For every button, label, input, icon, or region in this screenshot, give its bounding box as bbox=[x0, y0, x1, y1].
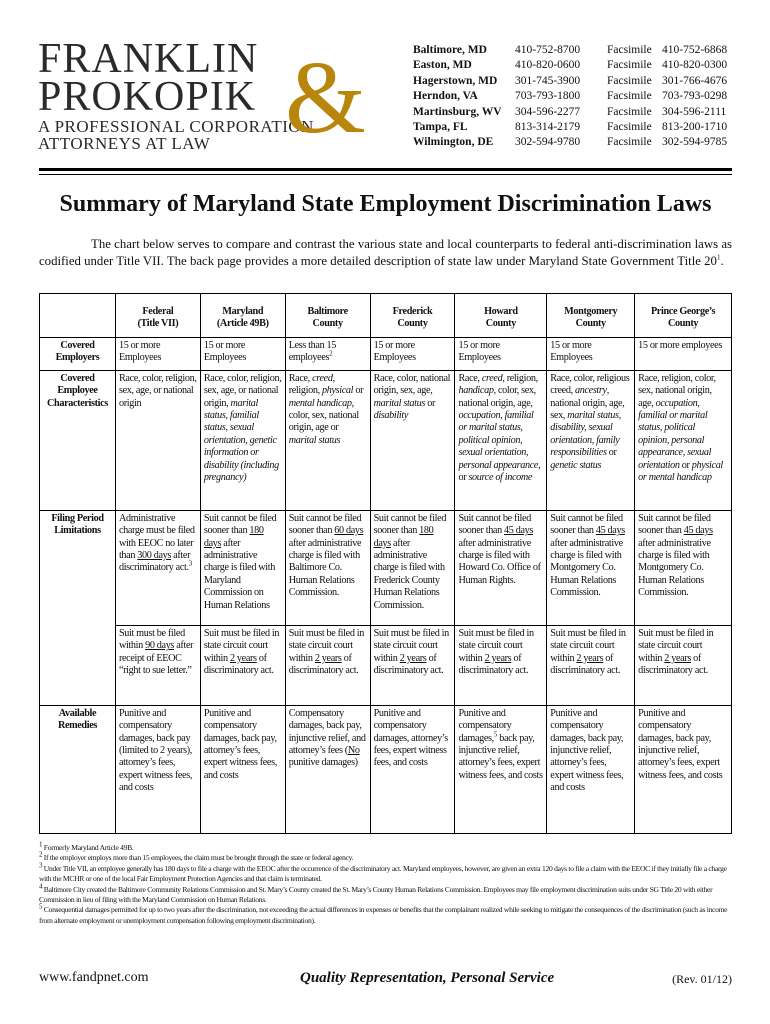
logo-ampersand: & bbox=[285, 40, 366, 155]
table-cell: Compensatory damages, back pay, injunctive relief, and attorney’s fees (No punitive damages) bbox=[285, 705, 370, 833]
table-cell: Suit must be filed in state circuit court within 2 years of discriminatory act. bbox=[635, 625, 732, 705]
header-federal: Federal (Title VII) bbox=[115, 294, 200, 338]
logo-prokopik: PROKOPIK bbox=[38, 74, 257, 120]
table-cell: 15 or more Employees bbox=[370, 337, 455, 370]
footnotes bbox=[39, 840, 732, 926]
table-cell: Suit cannot be filed sooner than 60 days after administrative charge is filed with Baltimore Co. Human Relations Commission. bbox=[285, 510, 370, 625]
office-city: Martinsburg, WV bbox=[413, 105, 502, 118]
office-fax: 703-793-0298 bbox=[662, 90, 728, 103]
fax-label: Facsimile bbox=[607, 59, 652, 72]
header-prince-georges: Prince George’s County bbox=[635, 294, 732, 338]
table-cell: Punitive and compensatory damages, back pay, attorney’s fees, expert witness fees, and costs bbox=[200, 705, 285, 833]
law-comparison-table bbox=[39, 293, 732, 834]
table-cell: Race, color, religious creed, ancestry, national origin, age, sex, marital status, disability, sexual orientation, family responsibilities or genetic status bbox=[547, 370, 635, 510]
office-city: Wilmington, DE bbox=[413, 136, 494, 149]
page-title: Summary of Maryland State Employment Discrimination Laws bbox=[59, 191, 712, 217]
table-cell: Race, color, national origin, sex, age, marital status or disability bbox=[370, 370, 455, 510]
fax-label: Facsimile bbox=[607, 74, 652, 87]
table-row-remedies bbox=[40, 705, 732, 833]
table-cell: Suit must be filed in state circuit court within 2 years of discriminatory act. bbox=[547, 625, 635, 705]
fax-label: Facsimile bbox=[607, 136, 652, 149]
table-row-filing-period bbox=[40, 510, 732, 625]
office-list bbox=[413, 43, 727, 151]
office-row bbox=[413, 43, 727, 58]
office-city: Herndon, VA bbox=[413, 90, 478, 103]
header-baltimore: Baltimore County bbox=[285, 294, 370, 338]
row-label: Filing Period Limitations bbox=[40, 510, 116, 705]
table-cell: Punitive and compensatory damages, attorney’s fees, expert witness fees, and costs bbox=[370, 705, 455, 833]
footnote: $^4$ Baltimore City created the Baltimore Community Relations Commission and St. Mary’s County created the St. Mary’s County Human Relations Commission. Employees may file employment discrimination suits under SG Title 20 with either Commission in lieu of filing with the Maryland Commission on Human Relations. bbox=[39, 882, 713, 905]
row-label: Available Remedies bbox=[40, 705, 116, 833]
table-cell: Punitive and compensatory damages, back pay (limited to 2 years), attorney’s fees, expert witness fees, and costs bbox=[115, 705, 200, 833]
header-rule-thick bbox=[39, 168, 732, 171]
logo-franklin: FRANKLIN bbox=[38, 36, 259, 82]
table-cell: Race, color, religion, sex, age, or national origin bbox=[115, 370, 200, 510]
table-cell: Suit cannot be filed sooner than 45 days after administrative charge is filed with Howard Co. Office of Human Rights. bbox=[455, 510, 547, 625]
office-row bbox=[413, 120, 727, 135]
footnote-ref: 3 bbox=[188, 560, 192, 569]
office-fax: 302-594-9785 bbox=[662, 136, 728, 149]
fax-label: Facsimile bbox=[607, 121, 652, 134]
table-cell: 15 or more Employees bbox=[455, 337, 547, 370]
table-cell: 15 or more Employees bbox=[200, 337, 285, 370]
table-cell: Race, creed, religion, handicap, color, sex, national origin, age, occupation, familial or marital status, political opinion, sexual orientation, personal appearance, or source of income bbox=[455, 370, 547, 510]
footnote-ref: 2 bbox=[329, 349, 333, 358]
table-cell: Suit cannot be filed sooner than 45 days after administrative charge is filed with Montgomery Co. Human Relations Commission. bbox=[547, 510, 635, 625]
table-cell: Suit must be filed in state circuit court within 2 years of discriminatory act. bbox=[370, 625, 455, 705]
intro-end: . bbox=[720, 254, 724, 268]
table-cell: Suit must be filed within 90 days after receipt of EEOC “right to sue letter.” bbox=[115, 625, 200, 705]
office-phone: 410-820-0600 bbox=[515, 59, 581, 72]
table-cell: Suit cannot be filed sooner than 45 days after administrative charge is filed with Montgomery Co. Human Relations Commission. bbox=[635, 510, 732, 625]
office-phone: 301-745-3900 bbox=[515, 74, 581, 87]
header-empty bbox=[40, 294, 116, 338]
office-fax: 304-596-2111 bbox=[662, 105, 727, 118]
table-cell: Race, color, religion, sex, age, or national origin, marital status, familial status, sexual orientation, genetic information or disability (including pregnancy) bbox=[200, 370, 285, 510]
office-fax: 410-752-6868 bbox=[662, 44, 728, 56]
fax-label: Facsimile bbox=[607, 105, 652, 118]
footnote-ref: 5 bbox=[493, 730, 497, 739]
firm-motto: Quality Representation, Personal Service bbox=[300, 970, 555, 986]
office-phone: 410-752-8700 bbox=[515, 44, 581, 56]
office-row bbox=[413, 58, 727, 73]
table-cell: Suit must be filed in state circuit court within 2 years of discriminatory act. bbox=[285, 625, 370, 705]
firm-logo bbox=[38, 36, 366, 155]
table-cell: Race, creed, religion, physical or mental handicap, color, sex, national origin, age or marital status bbox=[285, 370, 370, 510]
office-phone: 703-793-1800 bbox=[515, 90, 581, 103]
header-rule-thin bbox=[39, 174, 732, 175]
office-fax: 813-200-1710 bbox=[662, 121, 728, 134]
fax-label: Facsimile bbox=[607, 44, 652, 56]
table-cell: 15 or more employees bbox=[635, 337, 732, 370]
office-row bbox=[413, 135, 727, 150]
table-cell: Punitive and compensatory damages, back pay, injunctive relief, attorney’s fees, expert witness fees, and costs bbox=[547, 705, 635, 833]
office-phone: 304-596-2277 bbox=[515, 105, 581, 118]
footnote: $^3$ Under Title VII, an employee generally has 180 days to file a charge with the EEOC after the occurrence of the discriminatory act. Maryland employees, however, are given an extra 120 days to file a claim with the EEOC if they initially file a charge with the MCHR or one of the local Fair Employment Protection Agencies and that claim is terminated. bbox=[39, 861, 727, 884]
revision-date: (Rev. 01/12) bbox=[672, 972, 732, 986]
footnote-ref: 1 bbox=[716, 253, 721, 262]
logo-attorneys-at-law: ATTORNEYS AT LAW bbox=[38, 134, 211, 153]
table-cell: 15 or more Employees bbox=[547, 337, 635, 370]
table-header-row bbox=[40, 294, 732, 338]
intro-paragraph bbox=[39, 236, 732, 270]
office-city: Easton, MD bbox=[413, 59, 472, 72]
intro-text: The chart below serves to compare and contrast the various state and local counterparts to federal anti-discrimination laws as codified under Title VII. The back page provides a more detailed description of state law under Maryland State Government Title 20 bbox=[39, 237, 732, 268]
website-link[interactable]: www.fandpnet.com bbox=[39, 970, 149, 985]
table-cell: Suit must be filed in state circuit court within 2 years of discriminatory act. bbox=[455, 625, 547, 705]
table-cell: Suit cannot be filed sooner than 180 days after administrative charge is filed with Maryland Commission on Human Relations bbox=[200, 510, 285, 625]
header-frederick: Frederick County bbox=[370, 294, 455, 338]
table-row-covered-employers bbox=[40, 337, 732, 370]
office-city: Baltimore, MD bbox=[413, 44, 487, 56]
table-cell: Administrative charge must be filed with EEOC no later than 300 days after discriminatory act.$^3$ bbox=[115, 510, 200, 625]
office-row bbox=[413, 105, 727, 120]
logo-professional-corporation: A PROFESSIONAL CORPORATION bbox=[38, 117, 314, 136]
table-cell: Less than 15 employees$^2$ bbox=[285, 337, 370, 370]
header-maryland: Maryland (Article 49B) bbox=[200, 294, 285, 338]
table-cell: Suit must be filed in state circuit court within 2 years of discriminatory act. bbox=[200, 625, 285, 705]
footnote: $^1$ Formerly Maryland Article 49B. bbox=[39, 840, 134, 852]
table-row-covered-characteristics bbox=[40, 370, 732, 510]
table-cell: Race, religion, color, sex, national origin, age, occupation, familial or marital status, political opinion, personal appearance, sexual orientation or physical or mental handicap bbox=[635, 370, 732, 510]
office-row bbox=[413, 74, 727, 89]
footnote: $^2$ If the employer employs more than 15 employees, the claim must be brought through the state or federal agency. bbox=[39, 850, 354, 863]
fax-label: Facsimile bbox=[607, 90, 652, 103]
office-phone: 813-314-2179 bbox=[515, 121, 581, 134]
table-cell: Punitive and compensatory damages,$^5$ back pay, injunctive relief, attorney’s fees, expert witness fees, and costs bbox=[455, 705, 547, 833]
table-cell: Punitive and compensatory damages, back pay, injunctive relief, attorney’s fees, expert witness fees, and costs bbox=[635, 705, 732, 833]
row-label: Covered Employers bbox=[40, 337, 116, 370]
header-howard: Howard County bbox=[455, 294, 547, 338]
row-label: Covered Employee Characteristics bbox=[40, 370, 116, 510]
table-row-filing-suit bbox=[40, 625, 732, 705]
office-city: Tampa, FL bbox=[413, 121, 468, 134]
office-fax: 410-820-0300 bbox=[662, 59, 728, 72]
footnote: $^5$ Consequential damages permitted for up to two years after the discrimination, not exceeding the actual differences in expenses or benefits that the complainant realized while seeking to mitigate the consequences of the discrimination (such as income from alternate employment or unemployment compensation following employment discrimination). bbox=[39, 902, 728, 925]
header-montgomery: Montgomery County bbox=[547, 294, 635, 338]
office-row bbox=[413, 89, 727, 104]
office-phone: 302-594-9780 bbox=[515, 136, 581, 149]
table-cell: Suit cannot be filed sooner than 180 days after administrative charge is filed with Frederick County Human Relations Commission. bbox=[370, 510, 455, 625]
office-fax: 301-766-4676 bbox=[662, 74, 728, 87]
office-city: Hagerstown, MD bbox=[413, 74, 498, 87]
table-cell: 15 or more Employees bbox=[115, 337, 200, 370]
